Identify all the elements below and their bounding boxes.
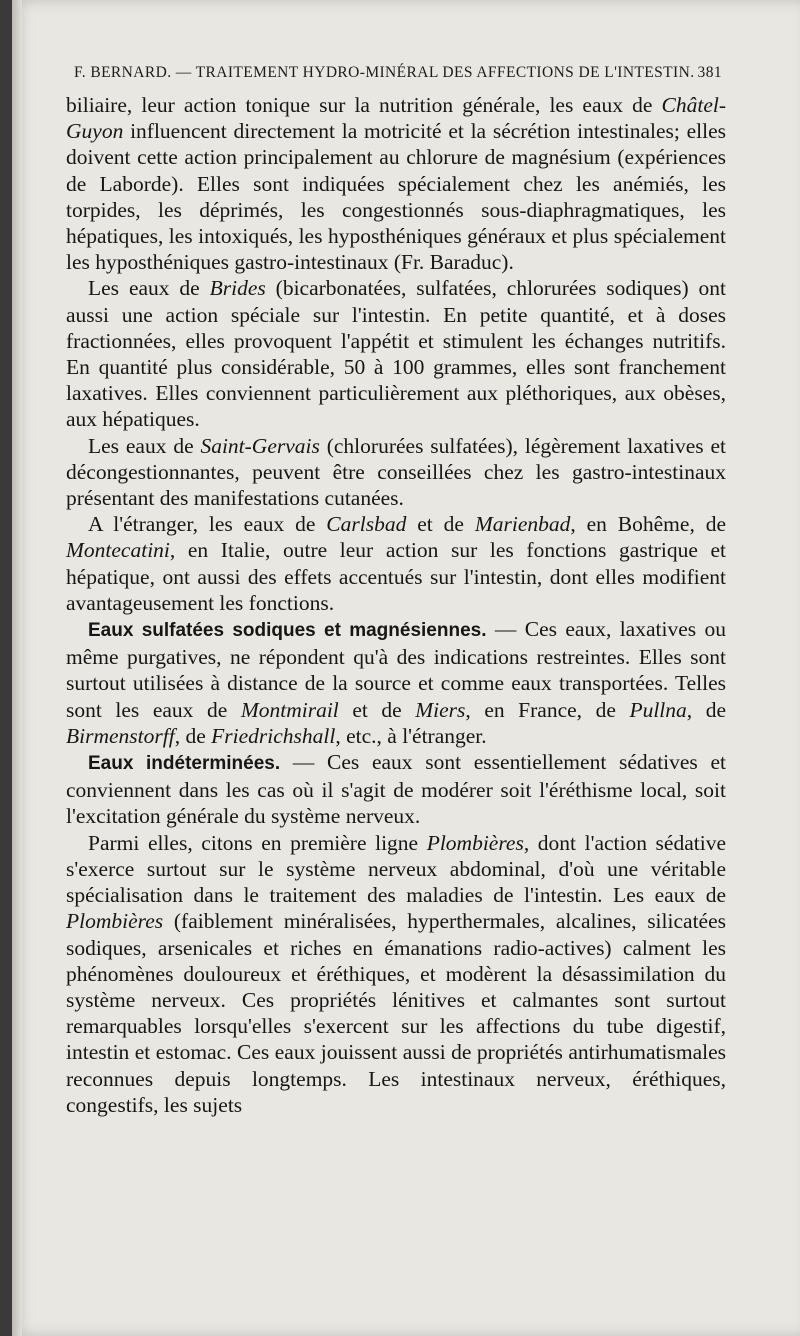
text-run: , en France, de: [465, 697, 630, 722]
place-name: Marienbad: [474, 512, 571, 537]
text-run: , en Bohême, de: [570, 512, 726, 537]
place-name: Montecatini: [66, 538, 170, 563]
text-run: , en Italie, outre leur action sur les fonctions gastrique et hépatique, ont aussi des effets accentués sur l'intestin, dont elles modifient avantageusement les fonctions.: [66, 538, 726, 615]
paragraph: [66, 433, 726, 512]
paragraph: [66, 616, 726, 749]
text-run: , dont l'action sédative s'exerce surtout sur le système nerveux abdominal, d'où une véritable spécialisation dans le traitement des maladies de l'intestin. Les eaux de: [66, 830, 727, 908]
text-run: (faiblement minéralisées, hyperthermales, alcalines, silicatées sodiques, arsenicales et riches en émanations radio-actives) calment les phénomènes douloureux et éréthiques, et modèrent la désassimilation du système nerveux. Ces propriétés lénitives et calmantes sont surtout remarquables lorsqu'elles s'exercent sur les affections du tube digestif, intestin et estomac. Ces eaux jouissent aussi de propriétés antirhumatismales reconnues depuis longtemps. Les intestinaux nerveux, éréthiques, congestifs, les sujets: [66, 909, 726, 1117]
text-run: , etc., à l'étranger.: [335, 723, 487, 748]
text-run: Les eaux de: [88, 276, 210, 301]
text-run: (chlorurées sulfatées), légèrement laxatives et décongestionnantes, peuvent être conseillées chez les gastro-intestinaux présentant des manifestations cutanées.: [66, 433, 726, 511]
place-name: Saint-Gervais: [200, 433, 320, 458]
place-name: Miers: [415, 697, 466, 722]
text-run: Les eaux de: [88, 433, 201, 458]
text-run: Parmi elles, citons en première ligne: [88, 830, 427, 855]
text-run: et de: [338, 697, 416, 722]
place-name: Pullna: [629, 697, 687, 722]
body-text: [66, 92, 726, 1118]
place-name: Plombières: [66, 909, 164, 934]
section-heading: Eaux sulfatées sodiques et magnésiennes.: [88, 620, 487, 642]
paragraph: [66, 92, 726, 275]
paragraph: [66, 275, 726, 432]
place-name: Friedrichshall: [211, 723, 336, 748]
place-name: Châtel-Guyon: [66, 93, 726, 144]
paragraph: [66, 749, 726, 830]
section-heading: Eaux indéterminées.: [88, 753, 281, 775]
text-run: , de: [174, 723, 212, 748]
text-run: — Ces eaux sont essentiellement sédatives et conviennent dans les cas où il s'agit de modérer soit l'éréthisme local, soit l'excitation générale du système nerveux.: [66, 750, 727, 829]
text-run: et de: [406, 512, 475, 537]
text-run: A l'étranger, les eaux de: [88, 512, 327, 537]
running-title: F. BERNARD. — TRAITEMENT HYDRO-MINÉRAL DES AFFECTIONS DE L'INTESTIN.: [74, 64, 695, 81]
paragraph: [66, 511, 726, 616]
place-name: Plombières: [426, 830, 524, 855]
running-header: [74, 64, 722, 82]
book-page: [12, 0, 800, 1336]
text-run: influencent directement la motricité et la sécrétion intestinales; elles doivent cette action principalement au chlorure de magnésium (expériences de Laborde). Elles sont indiquées spécialement chez les anémiés, les torpides, les déprimés, les congestionnés sous-diaphragmatiques, les hépatiques, les intoxiqués, les hyposthéniques généraux et plus spécialement les hyposthéniques gastro-intestinaux (Fr. Baraduc).: [66, 119, 726, 275]
text-run: — Ces eaux, laxatives ou même purgatives, ne répondent qu'à des indications restreintes. Elles sont surtout utilisées à distance de la source et comme eaux transportées. Telles sont les eaux de: [66, 617, 726, 722]
place-name: Montmirail: [240, 697, 339, 722]
page-binding-shadow: [12, 0, 22, 1336]
place-name: Carlsbad: [326, 512, 407, 537]
text-run: biliaire, leur action tonique sur la nutrition générale, les eaux de: [66, 93, 662, 117]
page-number: 381: [697, 64, 722, 81]
text-run: , de: [686, 697, 726, 722]
place-name: Birmenstorff: [66, 723, 175, 748]
text-run: (bicarbonatées, sulfatées, chlorurées sodiques) ont aussi une action spéciale sur l'intestin. En petite quantité, et à doses fractionnées, elles provoquent l'appétit et stimulent les échanges nutritifs. En quantité plus considérable, 50 à 100 grammes, elles sont franchement laxatives. Elles conviennent particulièrement aux pléthoriques, aux obèses, aux hépatiques.: [66, 276, 726, 432]
paragraph: [66, 830, 726, 1118]
place-name: Brides: [209, 276, 266, 301]
